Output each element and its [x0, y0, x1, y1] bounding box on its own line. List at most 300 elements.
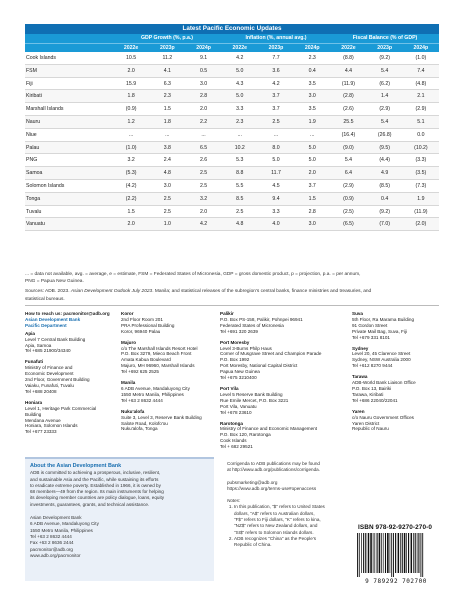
table-cell: (2.9): [379, 106, 390, 113]
office-address-line: 6 ADB Avenue, Mandaluyong City: [121, 385, 190, 391]
office-address-line: Tel +675 3210400: [220, 375, 257, 381]
barcode-bar: [363, 533, 364, 573]
office-city: Sydney: [352, 345, 369, 351]
table-cell: 11.2: [162, 55, 173, 61]
office-address-line: 91 Gordon Street: [352, 322, 388, 328]
table-cell: 10.5: [126, 55, 137, 61]
table-cell: 0.4: [381, 195, 389, 202]
currency-notes-list: [227, 504, 347, 548]
table-cell: 2.4: [163, 157, 171, 164]
office-column-2: [121, 311, 221, 437]
table-row: [25, 103, 439, 116]
office-funafuti: [25, 359, 125, 394]
table-cell: (2.8): [343, 93, 354, 100]
office-address-line: Tel +692 625 2525: [121, 369, 159, 375]
table-cell: 1.4: [381, 93, 389, 100]
office-address-line: 1550 Metro Manila, Philippines: [121, 391, 184, 397]
table-cell: 2.3: [236, 118, 244, 125]
table-cell: 5.0: [308, 157, 316, 164]
sources-prefix: Sources: ADB. 2023.: [25, 289, 71, 295]
barcode-bar: [357, 533, 358, 577]
barcode-bar: [408, 533, 409, 573]
table-cell: 1.5: [127, 208, 135, 215]
table-cell: 1.8: [163, 118, 171, 125]
table-cell: 4.1: [163, 67, 171, 74]
table-cell: 2.6: [199, 157, 208, 164]
table-row: [25, 129, 439, 142]
table-cell: 4.8: [163, 170, 171, 177]
office-city: Port Moresby: [220, 339, 250, 345]
office-city: Yaren: [352, 408, 365, 414]
table-cell: 3.7: [308, 182, 316, 189]
table-cell: 4.5: [272, 182, 280, 189]
year-header: 2024p: [413, 45, 429, 51]
table-cell: 1.2: [127, 118, 135, 125]
table-cell: (9.0): [343, 144, 354, 151]
table-cell: 2.0: [199, 106, 208, 113]
office-address-line: Building: [25, 411, 42, 417]
office-city: Koror: [121, 311, 134, 316]
office-city: Majuro: [121, 339, 137, 345]
table-row: [25, 167, 439, 180]
office-city: Manila: [121, 380, 136, 386]
about-text-line: ADB is committed to achieving a prosperous, inclusive, resilient,: [30, 470, 161, 476]
table-cell: 9.4: [272, 195, 280, 202]
table-row: [25, 142, 439, 155]
office-address-line: PRA Professional Building: [121, 322, 175, 328]
table-cell: 4.3: [236, 80, 244, 87]
table-cell: (7.3): [415, 182, 427, 189]
table-row: [25, 180, 439, 193]
dept-name: Asian Development Bank: [25, 316, 81, 322]
office-address-line: Private Mail Bag, Suva, Fiji: [352, 328, 407, 334]
table-cell: (10.2): [414, 144, 428, 151]
barcode-bar: [393, 533, 394, 577]
table-cell: ...: [273, 131, 279, 138]
year-header: 2022e: [341, 45, 356, 51]
table-cell: (2.0): [415, 221, 427, 228]
table-cell: (0.9): [125, 106, 137, 113]
table-cell: 4.2: [236, 55, 244, 61]
economy-name: Tuvalu: [26, 208, 42, 215]
office-address-line: Suite 3, Level 3, Reserve Bank Building: [121, 414, 202, 420]
barcode-bar: [377, 533, 378, 573]
table-row: [25, 206, 439, 219]
table-cell: 2.5: [199, 170, 208, 177]
terms-use-link[interactable]: https://www.adb.org/terms-use#openaccess: [227, 485, 317, 491]
barcode-bar: [400, 533, 401, 573]
office-address-line: Tel +685 21900/34340: [25, 348, 71, 354]
office-nukualofa: [121, 409, 221, 433]
office-address-line: P.O. Box 3279, Mieco Beach Front: [121, 351, 192, 357]
table-cell: 3.6: [272, 67, 280, 74]
office-address-line: Salote Road, Kolofo'ou: [121, 420, 168, 426]
table-cell: 2.5: [236, 208, 244, 215]
office-honiara: [25, 400, 125, 435]
table-row: [25, 65, 439, 78]
table-cell: 5.0: [236, 67, 244, 74]
table-cell: 5.4: [344, 157, 353, 164]
barcode-digits: 9 789292 702700: [365, 578, 427, 585]
office-city: Honiara: [25, 399, 43, 405]
table-cell: (3.3): [415, 157, 427, 164]
economy-name: Tonga: [26, 195, 41, 202]
barcode-bar: [417, 533, 418, 573]
barcode-bar: [359, 533, 360, 577]
office-address-line: Ministry of Finance and: [25, 365, 73, 371]
office-address-line: P.O. Box 1992: [220, 357, 250, 363]
office-column-1: [25, 311, 125, 440]
office-address-line: Port Moresby, National Capital District: [220, 363, 298, 369]
table-cell: 2.8: [308, 208, 316, 215]
table-cell: ...: [128, 131, 134, 138]
table-cell: 5.0: [236, 93, 244, 100]
barcode-bar: [404, 533, 406, 573]
economy-name: PNG: [26, 157, 38, 164]
year-header: 2022e: [232, 45, 247, 51]
economy-name: Kiribati: [26, 93, 42, 100]
abbreviations-line2: PNG = Papua New Guinea.: [25, 279, 84, 285]
year-header: 2022e: [123, 45, 139, 51]
table-row: [25, 52, 439, 65]
group-header-gdp: GDP Growth (%, p.a.): [140, 35, 194, 41]
office-address-line: Level 20, 45 Clarence Street: [352, 351, 411, 357]
table-cell: 5.4: [381, 118, 389, 125]
barcode-bar: [390, 533, 391, 573]
table-cell: (2.6): [343, 106, 354, 113]
office-address-line: ADB-World Bank Liaison Office: [352, 380, 416, 386]
table-cell: 5.0: [308, 144, 316, 151]
section-divider: [25, 305, 439, 306]
office-yaren: [352, 409, 440, 433]
table-notes: [25, 271, 439, 306]
economy-name: Cook Islands: [26, 55, 56, 61]
table-cell: 3.8: [163, 144, 171, 151]
office-column-3: [220, 311, 350, 455]
about-address: [30, 515, 209, 559]
table-cell: 15.9: [126, 80, 137, 87]
table-title: Latest Pacific Economic Updates: [25, 24, 439, 34]
office-city: Funafuti: [25, 359, 44, 365]
office-tarawa: [352, 374, 440, 404]
table-cell: 7.7: [272, 55, 280, 61]
office-suva: [352, 311, 440, 341]
economy-name: Niue: [26, 131, 37, 138]
office-sydney: [352, 346, 440, 370]
year-header: 2024p: [196, 45, 211, 51]
table-cell: 3.0: [308, 221, 316, 228]
table-cell: 4.4: [344, 67, 353, 74]
barcode-bar: [381, 533, 382, 573]
table-cell: 25.5: [343, 118, 354, 125]
table-cell: 3.5: [308, 106, 316, 113]
office-address-line: P.O. Box 120, Rarotonga: [220, 432, 271, 438]
table-cell: 4.2: [199, 221, 208, 228]
table-year-header: [25, 43, 439, 52]
about-address-line: Tel +63 2 8632 4444: [30, 533, 72, 539]
table-cell: 8.8: [236, 170, 244, 177]
office-address-line: Koror, 96940 Palau: [121, 328, 161, 334]
barcode-bar: [385, 533, 386, 573]
table-cell: 5.0: [272, 157, 280, 164]
office-address-line: 2nd Floor Room 201: [121, 316, 163, 322]
barcode-bar: [370, 533, 372, 573]
office-city: Port Vila: [220, 385, 239, 391]
table-cell: 2.8: [199, 93, 208, 100]
office-address-line: Level 1, Heritage Park Commercial: [25, 405, 97, 411]
barcode-bar: [418, 533, 419, 573]
table-cell: 5.3: [236, 157, 244, 164]
table-cell: (26.8): [377, 131, 392, 138]
office-majuro: [121, 340, 221, 375]
office-address-line: Tel +63 2 8632 4444: [121, 397, 163, 403]
office-address-line: Tel +686 22040/22041: [352, 397, 398, 403]
table-cell: 4.2: [272, 80, 280, 87]
table-cell: 3.3: [236, 106, 244, 113]
table-cell: 3.0: [308, 93, 316, 100]
sources-suffix: . Manila; and statistical releases of the subregion's central banks, finance ministries and treasuries, and: [152, 289, 372, 295]
about-address-line[interactable]: www.adb.org/pacmonitor: [30, 552, 81, 558]
about-text-line: its developing member countries are policy dialogue, loans, equity: [30, 495, 165, 501]
office-address-line: Tarawa, Kiribati: [352, 391, 384, 397]
office-address-line: Tel + 682 29521: [220, 444, 253, 450]
office-address-line: Nuku'alofa, Tonga: [121, 426, 158, 432]
barcode-bar: [361, 533, 362, 573]
year-header: 2023p: [159, 45, 175, 51]
office-address-line: Tel +691 320 2639: [220, 328, 258, 334]
table-cell: (16.4): [341, 131, 356, 138]
office-city: Suva: [352, 311, 363, 316]
table-cell: (2.5): [343, 208, 354, 215]
table-cell: 2.5: [163, 208, 171, 215]
table-cell: 3.0: [163, 182, 171, 189]
barcode-bar: [391, 533, 392, 577]
about-text-line: and sustainable Asia and the Pacific, while sustaining its efforts: [30, 476, 159, 482]
barcode-bar: [373, 533, 374, 573]
office-address-line: c/o Nauru Government Offices: [352, 414, 414, 420]
barcode-bar: [383, 533, 384, 573]
table-cell: (7.0): [379, 221, 390, 228]
table-cell: (1.0): [125, 144, 137, 151]
office-address-line: 2nd Floor, Government Building: [25, 377, 90, 383]
office-address-line: Majuro, MH 96960, Marshall Islands: [121, 363, 195, 369]
year-header: 2024p: [304, 45, 320, 51]
table-cell: (2.2): [125, 195, 137, 202]
table-cell: (8.5): [379, 182, 390, 189]
table-cell: 7.4: [417, 67, 425, 74]
office-address-line: P.O. Box 13, Bairiki: [352, 385, 392, 391]
table-row: [25, 218, 439, 231]
barcode-bar: [379, 533, 381, 573]
economy-name: Marshall Islands: [26, 106, 64, 113]
table-cell: 9.1: [199, 55, 208, 61]
about-address-line: 1550 Metro Manila, Philippines: [30, 527, 93, 533]
table-cell: 4.8: [236, 221, 244, 228]
table-cell: 6.3: [163, 80, 171, 87]
table-cell: 6.4: [344, 170, 353, 177]
table-row: [25, 193, 439, 206]
year-header: 2023p: [377, 45, 393, 51]
table-cell: 10.2: [234, 144, 245, 151]
about-body: [30, 470, 209, 508]
contact-email[interactable]: How to reach us: pacmonitor@adb.org: [25, 311, 110, 316]
office-address-line: Amata Kabua Boulevard: [121, 357, 171, 363]
table-cell: (5.3): [125, 170, 137, 177]
barcode-image: [355, 533, 439, 577]
table-cell: (6.2): [379, 80, 390, 87]
barcode-bar: [398, 533, 400, 573]
table-cell: 2.0: [199, 208, 208, 215]
table-cell: (2.9): [415, 106, 427, 113]
barcode-bar: [368, 533, 370, 573]
office-address-line: Mendana Avenue: [25, 417, 61, 423]
table-cell: (0.9): [343, 195, 354, 202]
table-cell: 1.8: [127, 93, 135, 100]
table-cell: 6.5: [199, 144, 208, 151]
table-row: [25, 154, 439, 167]
table-cell: ...: [237, 131, 242, 138]
office-address-line: Level 5 Reserve Bank Building: [220, 391, 283, 397]
table-cell: 2.3: [163, 93, 171, 100]
office-address-line: Corner of Musgrave Street and Champion Parade: [220, 351, 322, 357]
table-cell: (11.9): [341, 80, 356, 87]
office-address-line: Yaren District: [352, 420, 380, 426]
table-cell: 3.7: [272, 93, 280, 100]
about-address-line: Asian Development Bank: [30, 515, 82, 521]
china-note: 2. ADB recognizes "China" as the People's Republic of China.: [234, 536, 347, 549]
economy-name: Fiji: [26, 80, 33, 87]
office-address-line: Honiara, Solomon Islands: [25, 423, 78, 429]
office-address-line: Sydney, NSW Australia 2000: [352, 357, 411, 363]
office-address-line: c/o The Marshall Islands Resort Hotel: [121, 345, 198, 351]
office-address-line: Level 3-Burns Philp Haus: [220, 345, 272, 351]
office-apia: [25, 331, 125, 355]
office-address-line: Apia, Samoa: [25, 342, 52, 348]
office-port-moresby: [220, 340, 350, 381]
office-manila: [121, 380, 221, 404]
table-cell: 4.0: [272, 221, 280, 228]
barcode-bar: [415, 533, 416, 573]
office-address-line: Tel +677 23333: [25, 429, 57, 435]
office-address-line: Rue Emile Mercet, P.O. Box 3221: [220, 397, 289, 403]
sources-title: Asian Development Outlook July 2023: [70, 289, 153, 295]
table-cell: (4.2): [125, 182, 137, 189]
currency-note: 1. In this publication, "$" refers to United States dollars, "A$" refers to Australian dollars, "F$" refers to Fiji dollars, "K" refers to kina, "NZ$" refers to New Zealand dollars, and "SI$" refers to Solomon Islands dollars.: [234, 504, 347, 535]
table-cell: 1.5: [308, 195, 316, 202]
office-city: Rarotonga: [220, 420, 243, 426]
table-row: [25, 116, 439, 129]
office-address-line: Port Vila, Vanuatu: [220, 403, 257, 409]
barcode-bar: [374, 533, 375, 573]
about-address-line[interactable]: pacmonitor@adb.org: [30, 546, 73, 552]
dept-subname: Pacific Department: [25, 322, 67, 328]
table-cell: (9.2): [379, 208, 390, 215]
corrigenda-link[interactable]: at http://www.adb.org/publications/corrigenda.: [227, 467, 320, 473]
office-address-line: Republic of Nauru: [352, 426, 389, 432]
office-column-4: [352, 311, 440, 437]
about-address-line: 6 ADB Avenue, Mandaluyong City: [30, 521, 99, 527]
table-cell: 5.4: [381, 67, 389, 74]
office-address-line: Cook Islands: [220, 438, 247, 444]
office-address-line: Economic Development: [25, 371, 74, 377]
table-row: [25, 78, 439, 91]
table-cell: 3.3: [272, 208, 280, 215]
office-city: Apia: [25, 330, 35, 336]
office-koror: [121, 311, 221, 335]
table-cell: 2.5: [272, 118, 280, 125]
about-text-line: investments, guarantees, grants, and technical assistance.: [30, 501, 150, 507]
economy-name: FSM: [26, 67, 37, 74]
table-cell: 0.5: [199, 67, 208, 74]
table-cell: 2.2: [199, 118, 208, 125]
table-cell: 8.0: [272, 144, 280, 151]
table-group-header: [25, 34, 439, 43]
about-text-line: 68 members—49 from the region. Its main instruments for helping: [30, 489, 164, 495]
table-cell: (3.5): [415, 170, 427, 177]
table-cell: 0.4: [308, 67, 316, 74]
barcode-bar: [411, 533, 413, 573]
table-cell: (4.4): [379, 157, 390, 164]
barcode-bar: [420, 533, 421, 577]
office-address-line: P.O. Box PS-158, Palikir, Pohnpei 96941: [220, 316, 303, 322]
office-address-line: Level 7 Central Bank Building: [25, 336, 86, 342]
year-header: 2023p: [268, 45, 284, 51]
table-cell: (2.9): [343, 182, 354, 189]
about-title: About the Asian Development Bank: [30, 463, 122, 469]
group-header-fiscal: Fiscal Balance (% of GDP): [352, 35, 418, 41]
table-cell: 2.0: [127, 221, 135, 228]
pubs-marketing-email[interactable]: pubsmarketing@adb.org: [227, 479, 278, 485]
office-address-line: 5th Floor, Ra Marama Building: [352, 316, 415, 322]
economy-name: Vanuatu: [26, 221, 45, 228]
table-cell: 2.0: [308, 170, 316, 177]
table-cell: 1.5: [163, 106, 171, 113]
economy-name: Nauru: [26, 118, 41, 125]
table-cell: 11.7: [271, 170, 281, 177]
corrigenda-text: Corrigenda to ADB publications may be found: [227, 461, 320, 466]
table-cell: 2.5: [163, 195, 171, 202]
table-cell: (9.2): [379, 55, 390, 61]
abbreviations-line1: ... = data not available, avg. = average, e = estimate, FSM = Federated States of Micronesia, GDP = gross domestic product, p = projection, p.a. = per annum,: [25, 272, 361, 277]
table-row: [25, 90, 439, 103]
office-address-line: Tel +678 23610: [220, 409, 252, 415]
office-palikir: [220, 311, 350, 335]
office-address-line: Federated States of Micronesia: [220, 322, 284, 328]
economic-updates-table: [25, 24, 439, 231]
barcode-bar: [406, 533, 407, 573]
table-cell: ...: [165, 131, 170, 138]
office-rarotonga: [220, 421, 350, 451]
office-address-line: Vaiaku, Funafuti, Tuvalu: [25, 382, 74, 388]
table-cell: ...: [201, 131, 206, 138]
office-city: Palikir: [220, 311, 234, 316]
table-cell: 2.3: [308, 55, 316, 61]
barcode-bar: [413, 533, 414, 573]
office-address-line: Papua New Guinea: [220, 369, 260, 375]
group-header-inflation: Inflation (%, annual avg.): [245, 35, 307, 41]
table-cell: 3.2: [199, 195, 208, 202]
economy-name: Solomon Islands: [26, 182, 65, 189]
table-cell: 0.0: [417, 131, 425, 138]
office-address-line: Tel +612 8270 9444: [352, 363, 393, 369]
table-cell: 1.0: [163, 221, 171, 228]
table-cell: 4.9: [381, 170, 389, 177]
table-cell: 1.9: [308, 118, 316, 125]
table-cell: (6.5): [343, 221, 354, 228]
table-cell: ...: [310, 131, 315, 138]
economy-name: Samoa: [26, 170, 43, 177]
table-cell: 2.5: [199, 182, 208, 189]
